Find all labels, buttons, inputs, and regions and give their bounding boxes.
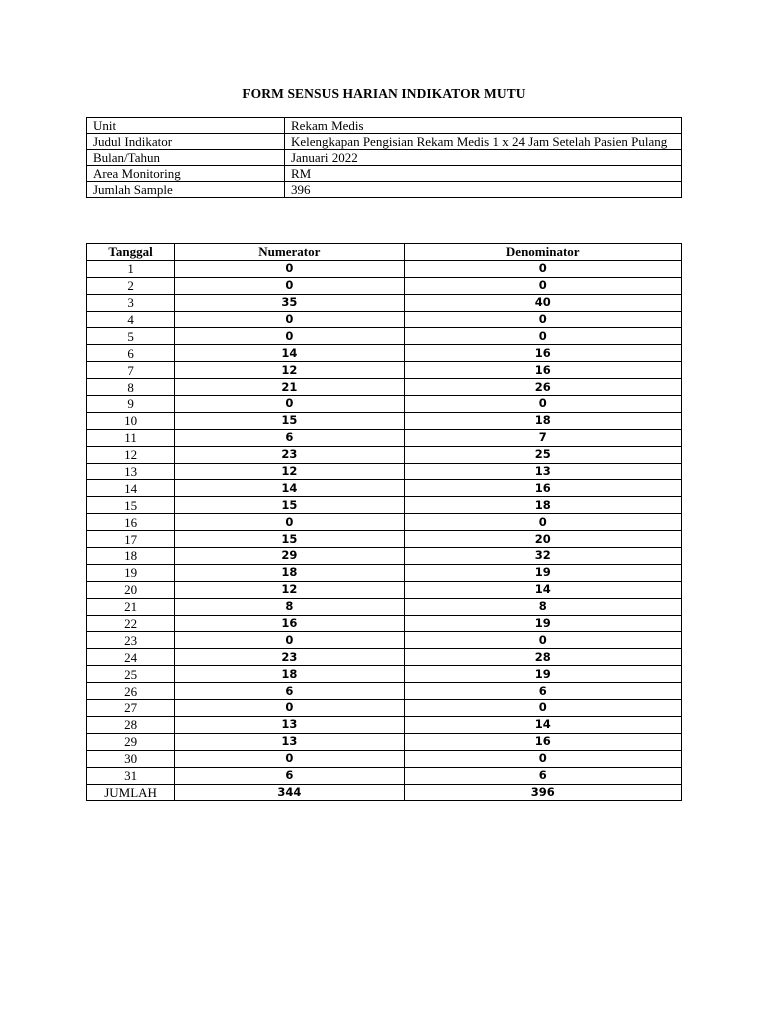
table-row (87, 497, 682, 514)
table-row (87, 294, 682, 311)
cell-date: 30 (87, 750, 175, 767)
info-row (87, 150, 682, 166)
cell-date: 3 (87, 294, 175, 311)
cell-date: 23 (87, 632, 175, 649)
total-denominator: 396 (404, 784, 681, 801)
table-row (87, 412, 682, 429)
table-row (87, 615, 682, 632)
cell-numerator: 23 (175, 649, 404, 666)
cell-numerator: 0 (175, 750, 404, 767)
info-row (87, 182, 682, 198)
cell-numerator: 13 (175, 733, 404, 750)
info-value: RM (285, 166, 682, 182)
cell-denominator: 7 (404, 429, 681, 446)
cell-date: 20 (87, 581, 175, 598)
cell-numerator: 6 (175, 429, 404, 446)
info-row (87, 166, 682, 182)
table-row (87, 598, 682, 615)
cell-numerator: 21 (175, 379, 404, 396)
info-label: Judul Indikator (87, 134, 285, 150)
table-row (87, 277, 682, 294)
cell-numerator: 0 (175, 277, 404, 294)
cell-denominator: 16 (404, 345, 681, 362)
total-row (87, 784, 682, 801)
info-label: Bulan/Tahun (87, 150, 285, 166)
info-row (87, 134, 682, 150)
cell-denominator: 0 (404, 328, 681, 345)
cell-denominator: 19 (404, 615, 681, 632)
table-row (87, 531, 682, 548)
cell-date: 17 (87, 531, 175, 548)
cell-denominator: 14 (404, 716, 681, 733)
cell-date: 22 (87, 615, 175, 632)
table-row (87, 396, 682, 413)
cell-denominator: 0 (404, 514, 681, 531)
table-row (87, 666, 682, 683)
cell-date: 9 (87, 396, 175, 413)
cell-numerator: 15 (175, 531, 404, 548)
cell-denominator: 0 (404, 396, 681, 413)
form-title: FORM SENSUS HARIAN INDIKATOR MUTU (242, 86, 526, 101)
info-label: Unit (87, 118, 285, 134)
cell-denominator: 0 (404, 311, 681, 328)
cell-numerator: 15 (175, 412, 404, 429)
table-row (87, 700, 682, 717)
table-row (87, 683, 682, 700)
table-row (87, 311, 682, 328)
cell-numerator: 18 (175, 666, 404, 683)
cell-denominator: 6 (404, 683, 681, 700)
cell-denominator: 6 (404, 767, 681, 784)
cell-numerator: 0 (175, 700, 404, 717)
cell-date: 1 (87, 260, 175, 277)
cell-numerator: 8 (175, 598, 404, 615)
table-row (87, 514, 682, 531)
cell-denominator: 40 (404, 294, 681, 311)
cell-date: 25 (87, 666, 175, 683)
cell-denominator: 14 (404, 581, 681, 598)
cell-numerator: 15 (175, 497, 404, 514)
info-value: Januari 2022 (285, 150, 682, 166)
cell-denominator: 0 (404, 277, 681, 294)
cell-numerator: 12 (175, 581, 404, 598)
cell-denominator: 13 (404, 463, 681, 480)
cell-numerator: 0 (175, 514, 404, 531)
cell-denominator: 18 (404, 412, 681, 429)
table-row (87, 767, 682, 784)
daily-census-table (86, 243, 682, 801)
cell-denominator: 19 (404, 666, 681, 683)
table-row (87, 548, 682, 565)
info-value: Rekam Medis (285, 118, 682, 134)
table-row (87, 362, 682, 379)
cell-denominator: 0 (404, 750, 681, 767)
header-numerator: Numerator (175, 244, 404, 261)
table-row (87, 632, 682, 649)
table-row (87, 716, 682, 733)
cell-denominator: 16 (404, 733, 681, 750)
cell-numerator: 0 (175, 328, 404, 345)
cell-date: 18 (87, 548, 175, 565)
cell-date: 12 (87, 446, 175, 463)
cell-date: 27 (87, 700, 175, 717)
cell-denominator: 25 (404, 446, 681, 463)
cell-date: 13 (87, 463, 175, 480)
cell-numerator: 0 (175, 311, 404, 328)
table-row (87, 345, 682, 362)
table-row (87, 750, 682, 767)
total-label: JUMLAH (87, 784, 175, 801)
cell-numerator: 12 (175, 362, 404, 379)
info-value: Kelengkapan Pengisian Rekam Medis 1 x 24 Jam Setelah Pasien Pulang (285, 134, 682, 150)
table-row (87, 446, 682, 463)
table-row (87, 429, 682, 446)
cell-date: 24 (87, 649, 175, 666)
cell-numerator: 0 (175, 396, 404, 413)
info-table (86, 117, 682, 198)
info-row (87, 118, 682, 134)
cell-denominator: 16 (404, 362, 681, 379)
cell-denominator: 0 (404, 632, 681, 649)
table-row (87, 733, 682, 750)
table-row (87, 328, 682, 345)
cell-numerator: 13 (175, 716, 404, 733)
cell-denominator: 18 (404, 497, 681, 514)
cell-date: 7 (87, 362, 175, 379)
table-row (87, 564, 682, 581)
info-label: Area Monitoring (87, 166, 285, 182)
cell-numerator: 12 (175, 463, 404, 480)
cell-numerator: 0 (175, 260, 404, 277)
cell-date: 21 (87, 598, 175, 615)
header-date: Tanggal (87, 244, 175, 261)
cell-date: 5 (87, 328, 175, 345)
cell-date: 6 (87, 345, 175, 362)
cell-denominator: 19 (404, 564, 681, 581)
cell-numerator: 29 (175, 548, 404, 565)
table-row (87, 260, 682, 277)
cell-numerator: 6 (175, 767, 404, 784)
table-row (87, 649, 682, 666)
header-denominator: Denominator (404, 244, 681, 261)
cell-date: 29 (87, 733, 175, 750)
cell-denominator: 26 (404, 379, 681, 396)
cell-denominator: 32 (404, 548, 681, 565)
cell-denominator: 28 (404, 649, 681, 666)
cell-numerator: 6 (175, 683, 404, 700)
cell-date: 10 (87, 412, 175, 429)
cell-numerator: 0 (175, 632, 404, 649)
total-numerator: 344 (175, 784, 404, 801)
info-label: Jumlah Sample (87, 182, 285, 198)
cell-date: 15 (87, 497, 175, 514)
table-row (87, 480, 682, 497)
cell-numerator: 18 (175, 564, 404, 581)
cell-denominator: 0 (404, 260, 681, 277)
table-header-row (87, 244, 682, 261)
cell-date: 31 (87, 767, 175, 784)
cell-date: 19 (87, 564, 175, 581)
cell-denominator: 16 (404, 480, 681, 497)
cell-date: 8 (87, 379, 175, 396)
cell-numerator: 14 (175, 345, 404, 362)
cell-numerator: 16 (175, 615, 404, 632)
cell-denominator: 0 (404, 700, 681, 717)
table-row (87, 463, 682, 480)
cell-denominator: 20 (404, 531, 681, 548)
cell-date: 16 (87, 514, 175, 531)
cell-date: 2 (87, 277, 175, 294)
cell-date: 11 (87, 429, 175, 446)
cell-numerator: 35 (175, 294, 404, 311)
table-row (87, 581, 682, 598)
info-value: 396 (285, 182, 682, 198)
cell-date: 4 (87, 311, 175, 328)
cell-date: 26 (87, 683, 175, 700)
cell-numerator: 14 (175, 480, 404, 497)
table-row (87, 379, 682, 396)
cell-numerator: 23 (175, 446, 404, 463)
cell-date: 28 (87, 716, 175, 733)
cell-date: 14 (87, 480, 175, 497)
cell-denominator: 8 (404, 598, 681, 615)
